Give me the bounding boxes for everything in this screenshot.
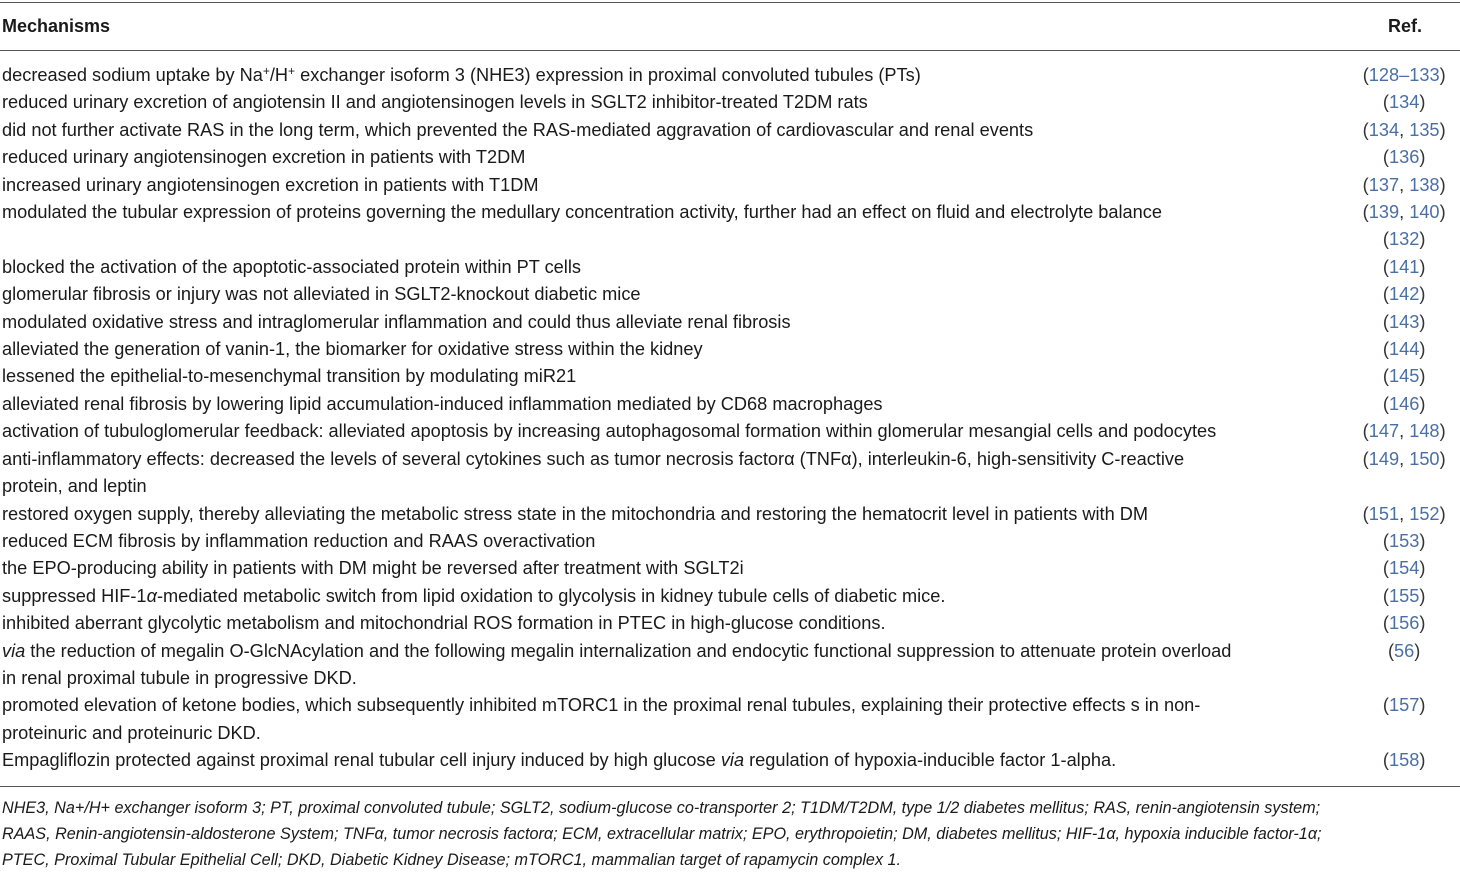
mechanism-text: reduced ECM fibrosis by inflammation reduction and RAAS overactivation bbox=[2, 530, 596, 551]
mechanism-line: proteinuric and proteinuric DKD. bbox=[2, 722, 261, 743]
citation-link[interactable]: 134 bbox=[1368, 119, 1400, 140]
citation-link[interactable]: 136 bbox=[1388, 147, 1420, 168]
citation-link[interactable]: 141 bbox=[1388, 256, 1420, 277]
mechanism-text: glomerular fibrosis or injury was not alleviated in SGLT2-knockout diabetic mice bbox=[2, 284, 641, 305]
table-row bbox=[0, 281, 1460, 308]
ref-cell: (157) bbox=[1382, 695, 1426, 716]
table-row bbox=[0, 418, 1460, 445]
table-row bbox=[0, 638, 1460, 693]
mechanism-cell bbox=[0, 363, 1348, 390]
mechanism-cell bbox=[0, 501, 1348, 528]
citation-link[interactable]: 56 bbox=[1394, 640, 1415, 661]
mechanism-text-part: suppressed HIF-1 bbox=[2, 585, 147, 606]
ref-cell: (143) bbox=[1382, 311, 1426, 332]
footnote-line: RAAS, Renin-angiotensin-aldosterone System; TNFα, tumor necrosis factorα; ECM, extracellular matrix; EPO, erythropoietin; DM, diabetes mellitus; HIF-1α, hypoxia inducible factor-1α; bbox=[2, 824, 1322, 843]
citation-link[interactable]: 147 bbox=[1368, 421, 1400, 442]
ref-cell: (145) bbox=[1382, 366, 1426, 387]
ref-cell: (56) bbox=[1387, 640, 1421, 661]
citation-link[interactable]: 132 bbox=[1388, 229, 1420, 250]
mechanism-cell bbox=[0, 281, 1348, 308]
mechanism-text-part: Empagliflozin protected against proximal renal tubular cell injury induced by high glucose bbox=[2, 750, 721, 771]
table-row bbox=[0, 747, 1460, 774]
mechanism-cell bbox=[0, 747, 1348, 774]
mechanism-cell bbox=[0, 309, 1348, 336]
mechanism-cell bbox=[0, 610, 1348, 637]
ref-cell: (144) bbox=[1382, 339, 1426, 360]
footnote-line: PTEC, Proximal Tubular Epithelial Cell; DKD, Diabetic Kidney Disease; mTORC1, mammalian target of rapamycin complex 1. bbox=[2, 850, 902, 869]
footnote bbox=[2, 796, 1460, 873]
citation-link[interactable]: 135 bbox=[1409, 119, 1440, 140]
mechanism-text: reduced urinary excretion of angiotensin II and angiotensinogen levels in SGLT2 inhibitor-treated T2DM rats bbox=[2, 92, 868, 113]
ref-cell: (155) bbox=[1382, 585, 1426, 606]
mechanism-text: did not further activate RAS in the long term, which prevented the RAS-mediated aggravation of cardiovascular and renal events bbox=[2, 119, 1034, 140]
mechanism-text-part: decreased sodium uptake by Na bbox=[2, 65, 263, 85]
mechanism-text-part: + bbox=[262, 64, 270, 78]
table-row bbox=[0, 254, 1460, 281]
footnote-line: NHE3, Na+/H+ exchanger isoform 3; PT, proximal convoluted tubule; SGLT2, sodium-glucose co-transporter 2; T1DM/T2DM, type 1/2 diabetes mellitus; RAS, renin-angiotensin system; bbox=[2, 799, 1321, 817]
mechanism-text: modulated the tubular expression of proteins governing the medullary concentration activity, further had an effect on fluid and electrolyte balance bbox=[2, 202, 1162, 223]
ref-cell: (139, 140) bbox=[1362, 202, 1446, 223]
ref-cell: (151, 152) bbox=[1362, 503, 1446, 524]
citation-link[interactable]: 139 bbox=[1368, 202, 1400, 223]
table-body bbox=[0, 62, 1460, 775]
mechanism-text: alleviated renal fibrosis by lowering lipid accumulation-induced inflammation mediated by CD68 macrophages bbox=[2, 393, 883, 414]
citation-link[interactable]: 145 bbox=[1388, 366, 1420, 387]
mechanism-cell bbox=[0, 336, 1348, 363]
table-row bbox=[0, 336, 1460, 363]
mechanism-text: blocked the activation of the apoptotic-associated protein within PT cells bbox=[2, 256, 581, 277]
citation-link[interactable]: 153 bbox=[1388, 530, 1420, 551]
citation-link[interactable]: 144 bbox=[1388, 339, 1420, 360]
table-row bbox=[0, 309, 1460, 336]
ref-cell: (153) bbox=[1382, 530, 1426, 551]
mechanism-line: anti-inflammatory effects: decreased the levels of several cytokines such as tumor necrosis factorα (TNFα), interleukin-6, high-sensitivity C-reactive bbox=[2, 448, 1185, 469]
mechanism-cell bbox=[0, 446, 1348, 501]
citation-link[interactable]: 128–133 bbox=[1368, 65, 1440, 85]
citation-link[interactable]: 158 bbox=[1388, 750, 1420, 771]
mechanism-cell bbox=[0, 144, 1348, 171]
mechanism-cell bbox=[0, 254, 1348, 281]
mechanism-cell bbox=[0, 418, 1348, 445]
mechanism-cell bbox=[0, 172, 1348, 199]
citation-link[interactable]: 148 bbox=[1409, 421, 1440, 442]
table-row bbox=[0, 610, 1460, 637]
mechanism-text: activation of tubuloglomerular feedback: alleviated apoptosis by increasing autophagosomal formation within glomerular mesangial cells and podocytes bbox=[2, 421, 1217, 442]
footer-rule bbox=[0, 786, 1460, 787]
header-ref: Ref. bbox=[1387, 16, 1422, 36]
citation-link[interactable]: 146 bbox=[1388, 393, 1420, 414]
mechanism-text-part: via bbox=[2, 640, 26, 661]
mechanism-line bbox=[2, 638, 1348, 665]
ref-cell: (134) bbox=[1382, 92, 1426, 113]
table-row bbox=[0, 555, 1460, 582]
table-row bbox=[0, 199, 1460, 226]
mechanism-cell bbox=[0, 555, 1348, 582]
ref-cell: (134, 135) bbox=[1362, 119, 1446, 140]
citation-link[interactable]: 149 bbox=[1368, 448, 1400, 469]
citation-link[interactable]: 143 bbox=[1388, 311, 1420, 332]
mechanism-text: modulated oxidative stress and intraglomerular inflammation and could thus alleviate renal fibrosis bbox=[2, 311, 791, 332]
mechanisms-table bbox=[0, 62, 1460, 775]
citation-link[interactable]: 155 bbox=[1388, 585, 1420, 606]
header-rule bbox=[0, 50, 1460, 51]
ref-cell: (136) bbox=[1382, 147, 1426, 168]
mechanism-text-part: + bbox=[288, 64, 296, 78]
table-row bbox=[0, 172, 1460, 199]
citation-link[interactable]: 151 bbox=[1368, 503, 1400, 524]
citation-link[interactable]: 137 bbox=[1368, 174, 1400, 195]
mechanism-text: inhibited aberrant glycolytic metabolism and mitochondrial ROS formation in PTEC in high-glucose conditions. bbox=[2, 613, 886, 634]
mechanism-line: protein, and leptin bbox=[2, 476, 147, 497]
mechanism-cell bbox=[0, 62, 1348, 89]
mechanism-text: alleviated the generation of vanin-1, the biomarker for oxidative stress within the kidney bbox=[2, 339, 703, 360]
mechanism-text: the EPO-producing ability in patients with DM might be reversed after treatment with SGLT2i bbox=[2, 558, 744, 579]
table-row bbox=[0, 117, 1460, 144]
mechanism-text: increased urinary angiotensinogen excretion in patients with T1DM bbox=[2, 174, 539, 195]
citation-link[interactable]: 138 bbox=[1409, 174, 1440, 195]
mechanism-text: restored oxygen supply, thereby alleviating the metabolic stress state in the mitochondria and restoring the hematocrit level in patients with DM bbox=[2, 503, 1149, 524]
citation-link[interactable]: 156 bbox=[1388, 613, 1420, 634]
citation-link[interactable]: 142 bbox=[1388, 284, 1420, 305]
table-row bbox=[0, 446, 1460, 501]
table-row bbox=[0, 692, 1460, 747]
mechanism-text-part: /H bbox=[269, 65, 289, 85]
citation-link[interactable]: 150 bbox=[1409, 448, 1440, 469]
mechanism-line: promoted elevation of ketone bodies, which subsequently inhibited mTORC1 in the proximal renal tubules, explaining their protective effects s in non- bbox=[2, 695, 1201, 716]
mechanism-cell bbox=[0, 638, 1348, 693]
table-row bbox=[0, 89, 1460, 116]
mechanism-text-part: -mediated metabolic switch from lipid oxidation to glycolysis in kidney tubule cells of diabetic mice. bbox=[156, 585, 946, 606]
mechanism-cell bbox=[0, 199, 1348, 226]
top-rule bbox=[0, 2, 1460, 3]
citation-link[interactable]: 157 bbox=[1388, 695, 1420, 716]
table-row bbox=[0, 391, 1460, 418]
ref-cell: (158) bbox=[1382, 750, 1426, 771]
mechanism-text-part: the reduction of megalin O-GlcNAcylation and the following megalin internalization and endocytic functional suppression to attenuate protein overload bbox=[25, 640, 1232, 661]
table-row bbox=[0, 226, 1460, 253]
table-row bbox=[0, 528, 1460, 555]
mechanism-text-part: α bbox=[146, 585, 157, 606]
mechanism-text-part: regulation of hypoxia-inducible factor 1-alpha. bbox=[744, 750, 1117, 771]
mechanism-text-part: via bbox=[720, 750, 745, 771]
mechanism-line bbox=[2, 665, 1348, 692]
ref-cell: (156) bbox=[1382, 613, 1426, 634]
citation-link[interactable]: 134 bbox=[1388, 92, 1420, 113]
ref-cell: (132) bbox=[1382, 229, 1426, 250]
citation-link[interactable]: 154 bbox=[1388, 558, 1420, 579]
mechanism-text-part: in renal proximal tubule in progressive DKD. bbox=[2, 667, 357, 688]
table-row bbox=[0, 62, 1460, 89]
ref-cell: (146) bbox=[1382, 393, 1426, 414]
mechanism-text: reduced urinary angiotensinogen excretion in patients with T2DM bbox=[2, 147, 526, 168]
table-row bbox=[0, 501, 1460, 528]
mechanism-cell bbox=[0, 117, 1348, 144]
mechanism-cell bbox=[0, 692, 1348, 747]
ref-cell: (142) bbox=[1382, 284, 1426, 305]
ref-cell: (147, 148) bbox=[1362, 421, 1446, 442]
ref-cell: (154) bbox=[1382, 558, 1426, 579]
header-mechanisms: Mechanisms bbox=[2, 16, 111, 36]
ref-cell: (128–133) bbox=[1362, 65, 1446, 85]
table-row bbox=[0, 363, 1460, 390]
table-row bbox=[0, 144, 1460, 171]
ref-cell: (149, 150) bbox=[1362, 448, 1446, 469]
mechanism-cell bbox=[0, 391, 1348, 418]
mechanism-text-part: exchanger isoform 3 (NHE3) expression in proximal convoluted tubules (PTs) bbox=[295, 65, 921, 85]
ref-cell: (141) bbox=[1382, 256, 1426, 277]
mechanism-text: lessened the epithelial-to-mesenchymal transition by modulating miR21 bbox=[2, 366, 577, 387]
table-row bbox=[0, 583, 1460, 610]
ref-cell: (137, 138) bbox=[1362, 174, 1446, 195]
citation-link[interactable]: 152 bbox=[1409, 503, 1440, 524]
mechanism-cell bbox=[0, 528, 1348, 555]
citation-link[interactable]: 140 bbox=[1409, 202, 1440, 223]
mechanism-cell bbox=[0, 226, 1348, 253]
mechanism-cell bbox=[0, 89, 1348, 116]
mechanism-cell bbox=[0, 583, 1348, 610]
